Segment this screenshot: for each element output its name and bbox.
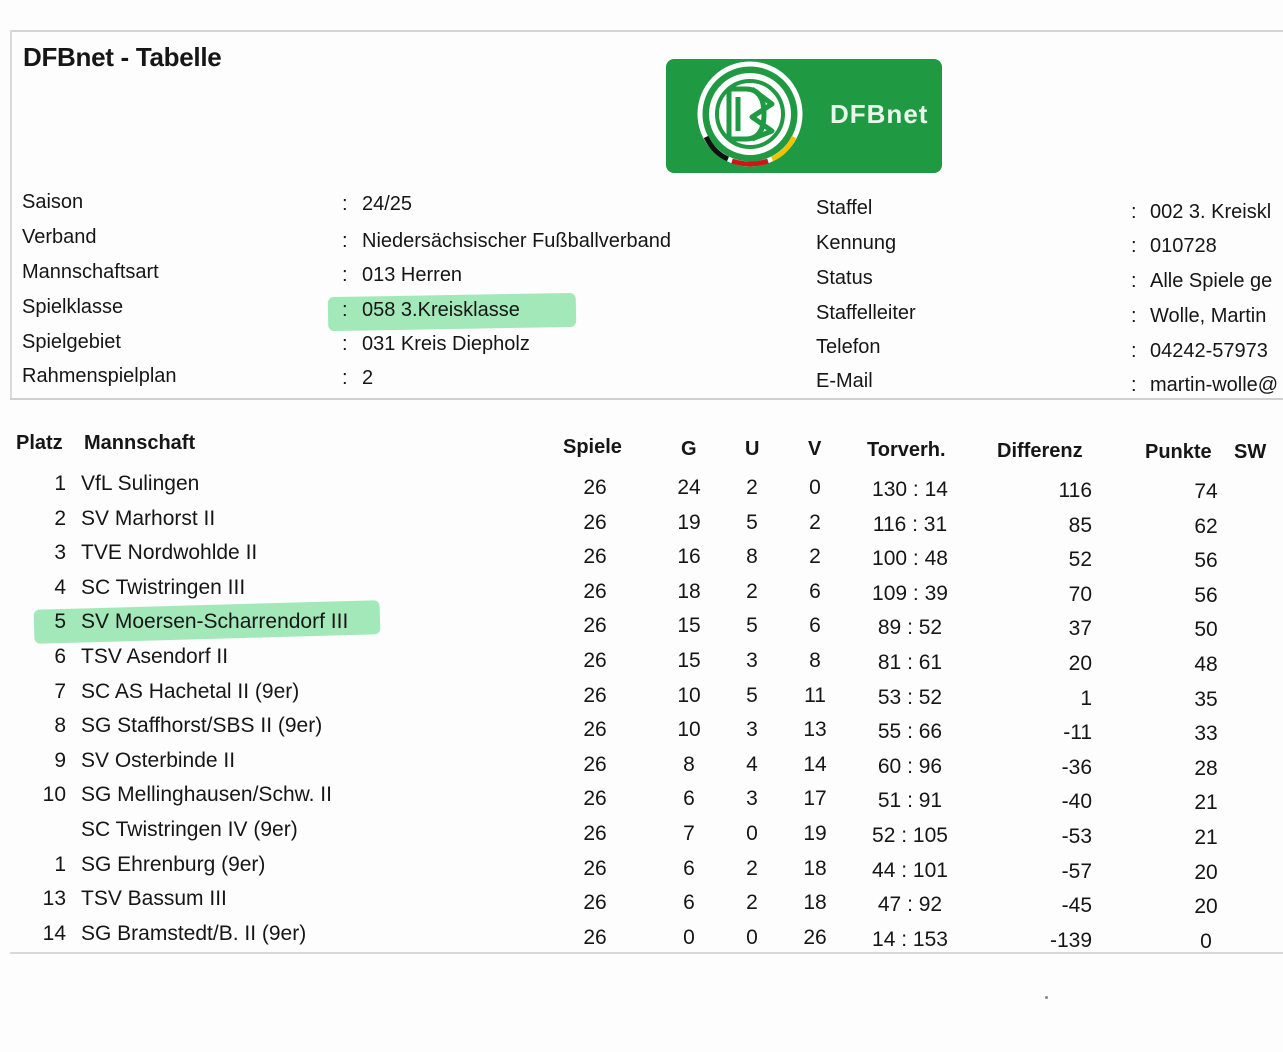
cell-punkte: 62: [1194, 514, 1218, 538]
cell-team: SV Osterbinde II: [81, 748, 236, 772]
header-spiele: Spiele: [563, 436, 622, 458]
cell-g: 15: [677, 649, 701, 672]
cell-v: 18: [803, 856, 827, 880]
table-row: [0, 680, 1283, 710]
cell-u: 2: [746, 579, 758, 603]
header-sw: SW: [1234, 441, 1267, 463]
scan-speck: [1045, 996, 1048, 999]
cell-team: TSV Bassum III: [81, 887, 227, 911]
info-value-telefon: 04242-57973: [1150, 340, 1268, 362]
table-row: [0, 818, 1283, 848]
table-row: [0, 887, 1283, 917]
cell-team: SV Moersen-Scharrendorf III: [81, 610, 349, 634]
cell-v: 26: [803, 925, 827, 949]
cell-spiele: 26: [583, 891, 607, 915]
info-value-staffel: 002 3. Kreiskl: [1150, 201, 1272, 223]
cell-v: 19: [803, 822, 827, 845]
info-colon: :: [1131, 201, 1137, 223]
frame-top-line: [10, 30, 1283, 32]
cell-torverh: 89 : 52: [877, 616, 943, 640]
cell-g: 6: [683, 856, 695, 880]
cell-differenz: 52: [1068, 548, 1092, 572]
cell-spiele: 26: [583, 476, 607, 499]
cell-g: 7: [683, 822, 695, 845]
info-value-status: Alle Spiele ge: [1150, 270, 1273, 292]
cell-punkte: 21: [1194, 791, 1218, 815]
info-colon: :: [1131, 235, 1137, 257]
cell-platz: 1: [54, 852, 66, 876]
header-differenz: Differenz: [997, 440, 1083, 462]
table-row: [0, 749, 1283, 779]
cell-platz: 2: [54, 506, 66, 530]
cell-torverh: 100 : 48: [872, 547, 948, 571]
cell-platz: 10: [42, 783, 66, 807]
cell-team: SG Ehrenburg (9er): [81, 852, 266, 876]
cell-platz: 6: [54, 645, 66, 668]
cell-differenz: -36: [1061, 755, 1092, 779]
info-value-staffelleiter: Wolle, Martin: [1150, 305, 1267, 327]
table-row: [0, 610, 1283, 640]
info-label-spielklasse: Spielklasse: [22, 296, 124, 318]
header-punkte: Punkte: [1145, 441, 1212, 463]
info-label-status: Status: [816, 267, 873, 289]
cell-v: 14: [803, 752, 827, 776]
cell-spiele: 26: [583, 822, 607, 845]
cell-differenz: 70: [1068, 582, 1092, 606]
cell-punkte: 21: [1194, 826, 1218, 849]
info-colon: :: [342, 333, 348, 355]
cell-u: 5: [746, 683, 758, 707]
cell-g: 0: [683, 925, 695, 949]
cell-differenz: -45: [1061, 894, 1092, 918]
cell-g: 6: [683, 787, 695, 811]
cell-u: 5: [746, 510, 758, 534]
cell-v: 2: [809, 545, 821, 569]
cell-team: VfL Sulingen: [81, 472, 200, 495]
cell-v: 17: [803, 787, 827, 811]
table-row: [0, 507, 1283, 537]
cell-v: 11: [804, 683, 826, 707]
cell-spiele: 26: [583, 614, 607, 638]
cell-team: TVE Nordwohlde II: [81, 541, 258, 565]
info-value-email: martin-wolle@: [1150, 374, 1279, 396]
info-label-verband: Verband: [22, 226, 97, 248]
cell-team: TSV Asendorf II: [81, 645, 229, 668]
info-label-telefon: Telefon: [816, 336, 881, 358]
cell-platz: 13: [42, 887, 66, 911]
cell-punkte: 28: [1194, 756, 1218, 780]
info-value-verband: Niedersächsischer Fußballverband: [362, 230, 672, 252]
cell-u: 2: [746, 856, 758, 880]
header-torverh: Torverh.: [867, 439, 946, 461]
cell-torverh: 51 : 91: [877, 789, 943, 813]
header-mannschaft: Mannschaft: [84, 432, 196, 454]
cell-platz: 5: [54, 610, 66, 634]
cell-team: SC Twistringen III: [81, 575, 246, 599]
cell-differenz: 37: [1068, 617, 1092, 641]
cell-punkte: 33: [1194, 722, 1218, 746]
cell-u: 3: [746, 649, 758, 672]
info-value-kennung: 010728: [1150, 235, 1217, 257]
cell-g: 19: [677, 510, 701, 534]
info-label-kennung: Kennung: [816, 232, 897, 254]
cell-spiele: 26: [583, 649, 607, 672]
table-row: [0, 783, 1283, 813]
cell-team: SG Bramstedt/B. II (9er): [81, 921, 307, 945]
cell-punkte: 74: [1194, 480, 1218, 503]
header-platz: Platz: [16, 432, 63, 454]
cell-torverh: 53 : 52: [877, 685, 943, 709]
cell-g: 15: [677, 614, 701, 638]
cell-g: 18: [677, 579, 701, 603]
cell-g: 10: [677, 718, 701, 742]
cell-differenz: -57: [1061, 859, 1092, 883]
info-colon: :: [342, 264, 348, 286]
cell-punkte: 50: [1194, 618, 1218, 642]
header-v: V: [808, 438, 822, 460]
cell-u: 4: [746, 752, 758, 776]
cell-spiele: 26: [583, 683, 607, 707]
cell-differenz: -40: [1061, 790, 1092, 814]
cell-spiele: 26: [583, 510, 607, 534]
cell-torverh: 47 : 92: [877, 893, 943, 917]
info-value-mannschaftsart: 013 Herren: [362, 264, 463, 286]
page-title: DFBnet - Tabelle: [23, 42, 222, 72]
cell-g: 6: [683, 891, 695, 915]
cell-v: 18: [803, 891, 827, 915]
info-label-saison: Saison: [22, 191, 84, 213]
cell-u: 0: [746, 822, 758, 845]
cell-differenz: 116: [1058, 479, 1092, 502]
cell-torverh: 81 : 61: [877, 651, 943, 674]
info-colon: :: [1131, 340, 1137, 362]
cell-spiele: 26: [583, 787, 607, 811]
cell-g: 16: [677, 545, 701, 569]
cell-spiele: 26: [583, 579, 607, 603]
cell-u: 5: [746, 614, 758, 638]
cell-platz: 9: [54, 748, 66, 772]
info-colon: :: [1131, 305, 1137, 327]
cell-torverh: 60 : 96: [877, 754, 943, 778]
cell-torverh: 52 : 105: [872, 824, 948, 847]
cell-v: 6: [809, 614, 821, 638]
info-label-mannschaftsart: Mannschaftsart: [22, 261, 159, 283]
separator-bottom: [10, 952, 1283, 954]
cell-torverh: 55 : 66: [877, 720, 943, 744]
cell-v: 0: [809, 476, 821, 499]
cell-platz: 8: [54, 714, 66, 738]
cell-team: SC AS Hachetal II (9er): [81, 679, 300, 703]
cell-punkte: 20: [1194, 895, 1218, 919]
info-label-spielgebiet: Spielgebiet: [22, 331, 121, 353]
info-colon: :: [1131, 270, 1137, 292]
cell-u: 2: [746, 476, 758, 499]
cell-v: 13: [803, 718, 827, 742]
cell-v: 8: [809, 649, 821, 672]
cell-platz: 4: [54, 575, 66, 599]
cell-torverh: 14 : 153: [872, 927, 948, 951]
cell-differenz: -139: [1049, 928, 1092, 952]
table-row: [0, 853, 1283, 883]
cell-v: 2: [809, 510, 821, 534]
cell-punkte: 20: [1194, 860, 1218, 884]
table-row: [0, 922, 1283, 952]
cell-g: 24: [677, 476, 701, 499]
cell-g: 8: [683, 752, 695, 776]
cell-g: 10: [677, 683, 701, 707]
cell-platz: 7: [54, 679, 66, 703]
dfbnet-logo: [666, 59, 942, 173]
info-label-staffel: Staffel: [816, 197, 873, 219]
info-value-saison: 24/25: [362, 193, 413, 215]
cell-u: 2: [746, 891, 758, 915]
table-row: [0, 714, 1283, 744]
cell-differenz: 20: [1068, 652, 1092, 675]
cell-spiele: 26: [583, 718, 607, 742]
cell-punkte: 48: [1194, 653, 1218, 676]
cell-punkte: 0: [1200, 929, 1212, 953]
frame-left-line: [10, 30, 12, 400]
logo-text: DFBnet: [830, 99, 929, 129]
cell-team: SC Twistringen IV (9er): [81, 818, 298, 841]
info-colon: :: [342, 299, 348, 321]
cell-differenz: 85: [1068, 513, 1092, 537]
cell-spiele: 26: [583, 925, 607, 949]
separator-info-table: [10, 398, 1283, 400]
cell-u: 8: [746, 545, 758, 569]
cell-differenz: -53: [1061, 825, 1092, 848]
header-g: G: [681, 438, 697, 460]
table-row: [0, 541, 1283, 571]
cell-u: 3: [746, 787, 758, 811]
cell-team: SG Mellinghausen/Schw. II: [81, 783, 332, 807]
cell-u: 3: [746, 718, 758, 742]
info-label-staffelleiter: Staffelleiter: [816, 302, 916, 324]
cell-punkte: 35: [1194, 687, 1218, 711]
cell-punkte: 56: [1194, 549, 1218, 573]
info-colon: :: [342, 193, 348, 215]
info-label-rahmenspielplan: Rahmenspielplan: [22, 365, 177, 387]
info-label-email: E-Mail: [816, 370, 873, 392]
cell-spiele: 26: [583, 545, 607, 569]
cell-punkte: 56: [1194, 583, 1218, 607]
cell-torverh: 109 : 39: [872, 581, 948, 605]
table-row: [0, 576, 1283, 606]
cell-u: 0: [746, 925, 758, 949]
cell-spiele: 26: [583, 752, 607, 776]
info-value-spielklasse: 058 3.Kreisklasse: [362, 299, 520, 321]
info-value-spielgebiet: 031 Kreis Diepholz: [362, 333, 530, 355]
cell-torverh: 44 : 101: [872, 858, 948, 882]
cell-torverh: 116 : 31: [872, 512, 948, 536]
cell-team: SG Staffhorst/SBS II (9er): [81, 714, 323, 738]
header-u: U: [745, 438, 760, 460]
info-colon: :: [1131, 374, 1137, 396]
cell-differenz: 1: [1080, 686, 1092, 710]
cell-v: 6: [809, 579, 821, 603]
cell-platz: 1: [54, 472, 66, 495]
cell-spiele: 26: [583, 856, 607, 880]
info-value-rahmenspielplan: 2: [362, 367, 374, 389]
info-colon: :: [342, 367, 348, 389]
cell-torverh: 130 : 14: [872, 478, 948, 501]
table-row: [0, 645, 1283, 675]
cell-platz: 14: [42, 921, 66, 945]
table-row: [0, 472, 1283, 502]
cell-platz: 3: [54, 541, 66, 565]
cell-differenz: -11: [1063, 721, 1092, 745]
info-colon: :: [342, 230, 348, 252]
cell-team: SV Marhorst II: [81, 506, 216, 530]
